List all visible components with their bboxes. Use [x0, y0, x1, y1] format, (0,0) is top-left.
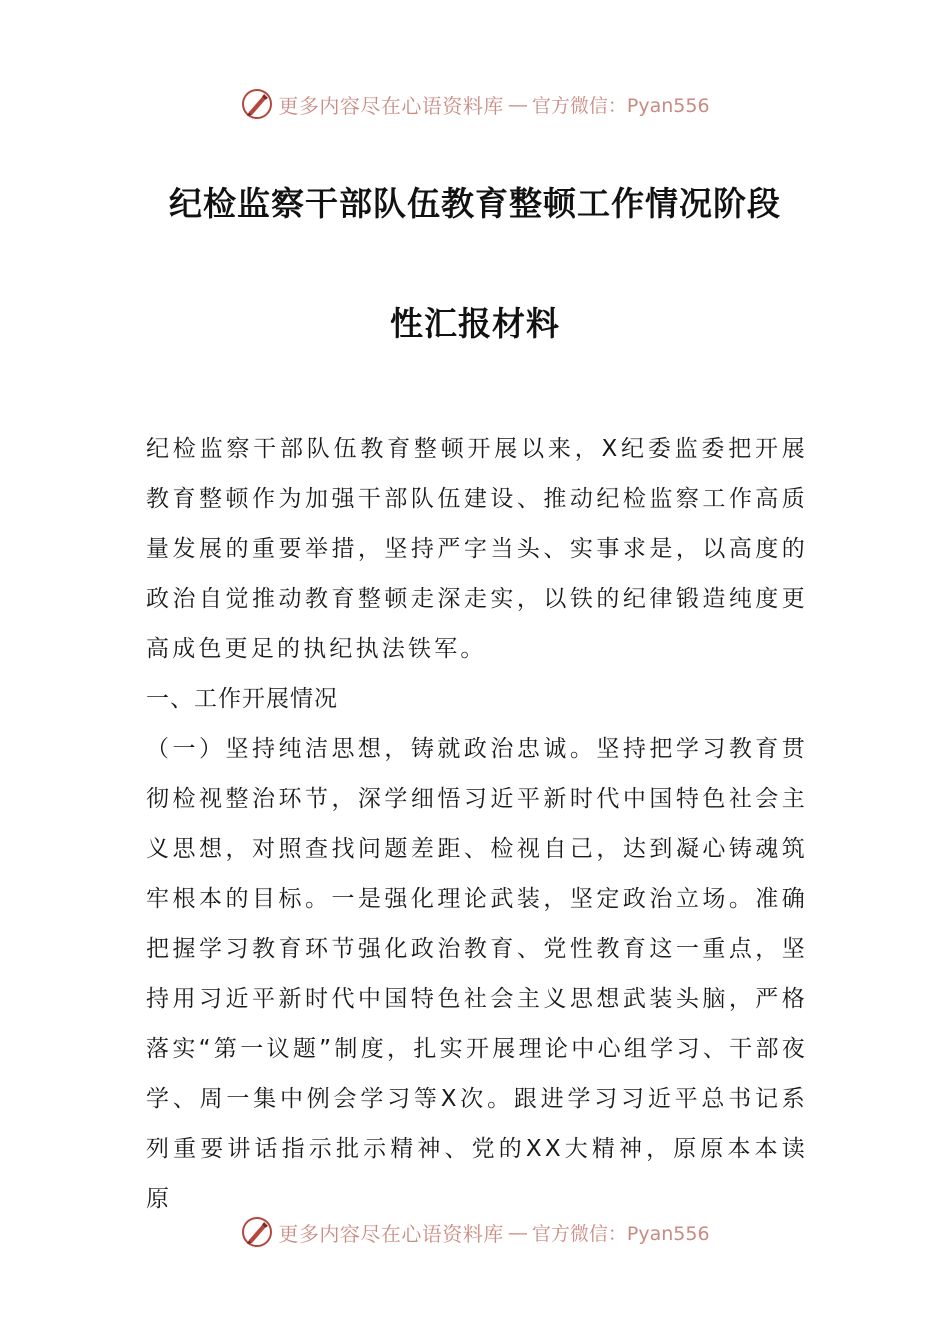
- intro-paragraph: 纪检监察干部队伍教育整顿开展以来，X纪委监委把开展教育整顿作为加强干部队伍建设、推动纪检监察工作高质量发展的重要举措，坚持严字当头、实事求是，以高度的政治自觉推动教育整顿走深走实，以铁的纪律锻造纯度更高成色更足的执纪执法铁军。: [146, 436, 808, 662]
- watermark-contact-text: 官方微信：Pyan556: [531, 94, 710, 117]
- document-title-line2: 性汇报材料: [390, 304, 560, 343]
- pen-logo-icon: [240, 1215, 274, 1249]
- watermark-site-text: 更多内容尽在心语资料库: [278, 1221, 504, 1246]
- header-watermark: [0, 84, 950, 124]
- watermark-site-text: 更多内容尽在心语资料库: [278, 93, 504, 118]
- section-heading: 一、工作开展情况: [146, 686, 338, 712]
- document-body: [146, 424, 808, 1224]
- document-title-line1: 纪检监察干部队伍教育整顿工作情况阶段: [169, 184, 781, 223]
- watermark-contact-text: 官方微信：Pyan556: [531, 1222, 710, 1245]
- watermark-separator: —: [507, 92, 528, 116]
- pen-logo-icon: [240, 87, 274, 121]
- footer-watermark: [0, 1212, 950, 1252]
- watermark-separator: —: [507, 1220, 528, 1244]
- section-paragraph: （一）坚持纯洁思想，铸就政治忠诚。坚持把学习教育贯彻检视整治环节，深学细悟习近平新时代中国特色社会主义思想，对照查找问题差距、检视自己，达到凝心铸魂筑牢根本的目标。一是强化理论武装，坚定政治立场。准确把握学习教育环节强化政治教育、党性教育这一重点，坚持用习近平新时代中国特色社会主义思想武装头脑，严格落实“第一议题”制度，扎实开展理论中心组学习、干部夜学、周一集中例会学习等X次。跟进学习习近平总书记系列重要讲话指示批示精神、党的XX大精神，原原本本读原: [146, 736, 808, 1212]
